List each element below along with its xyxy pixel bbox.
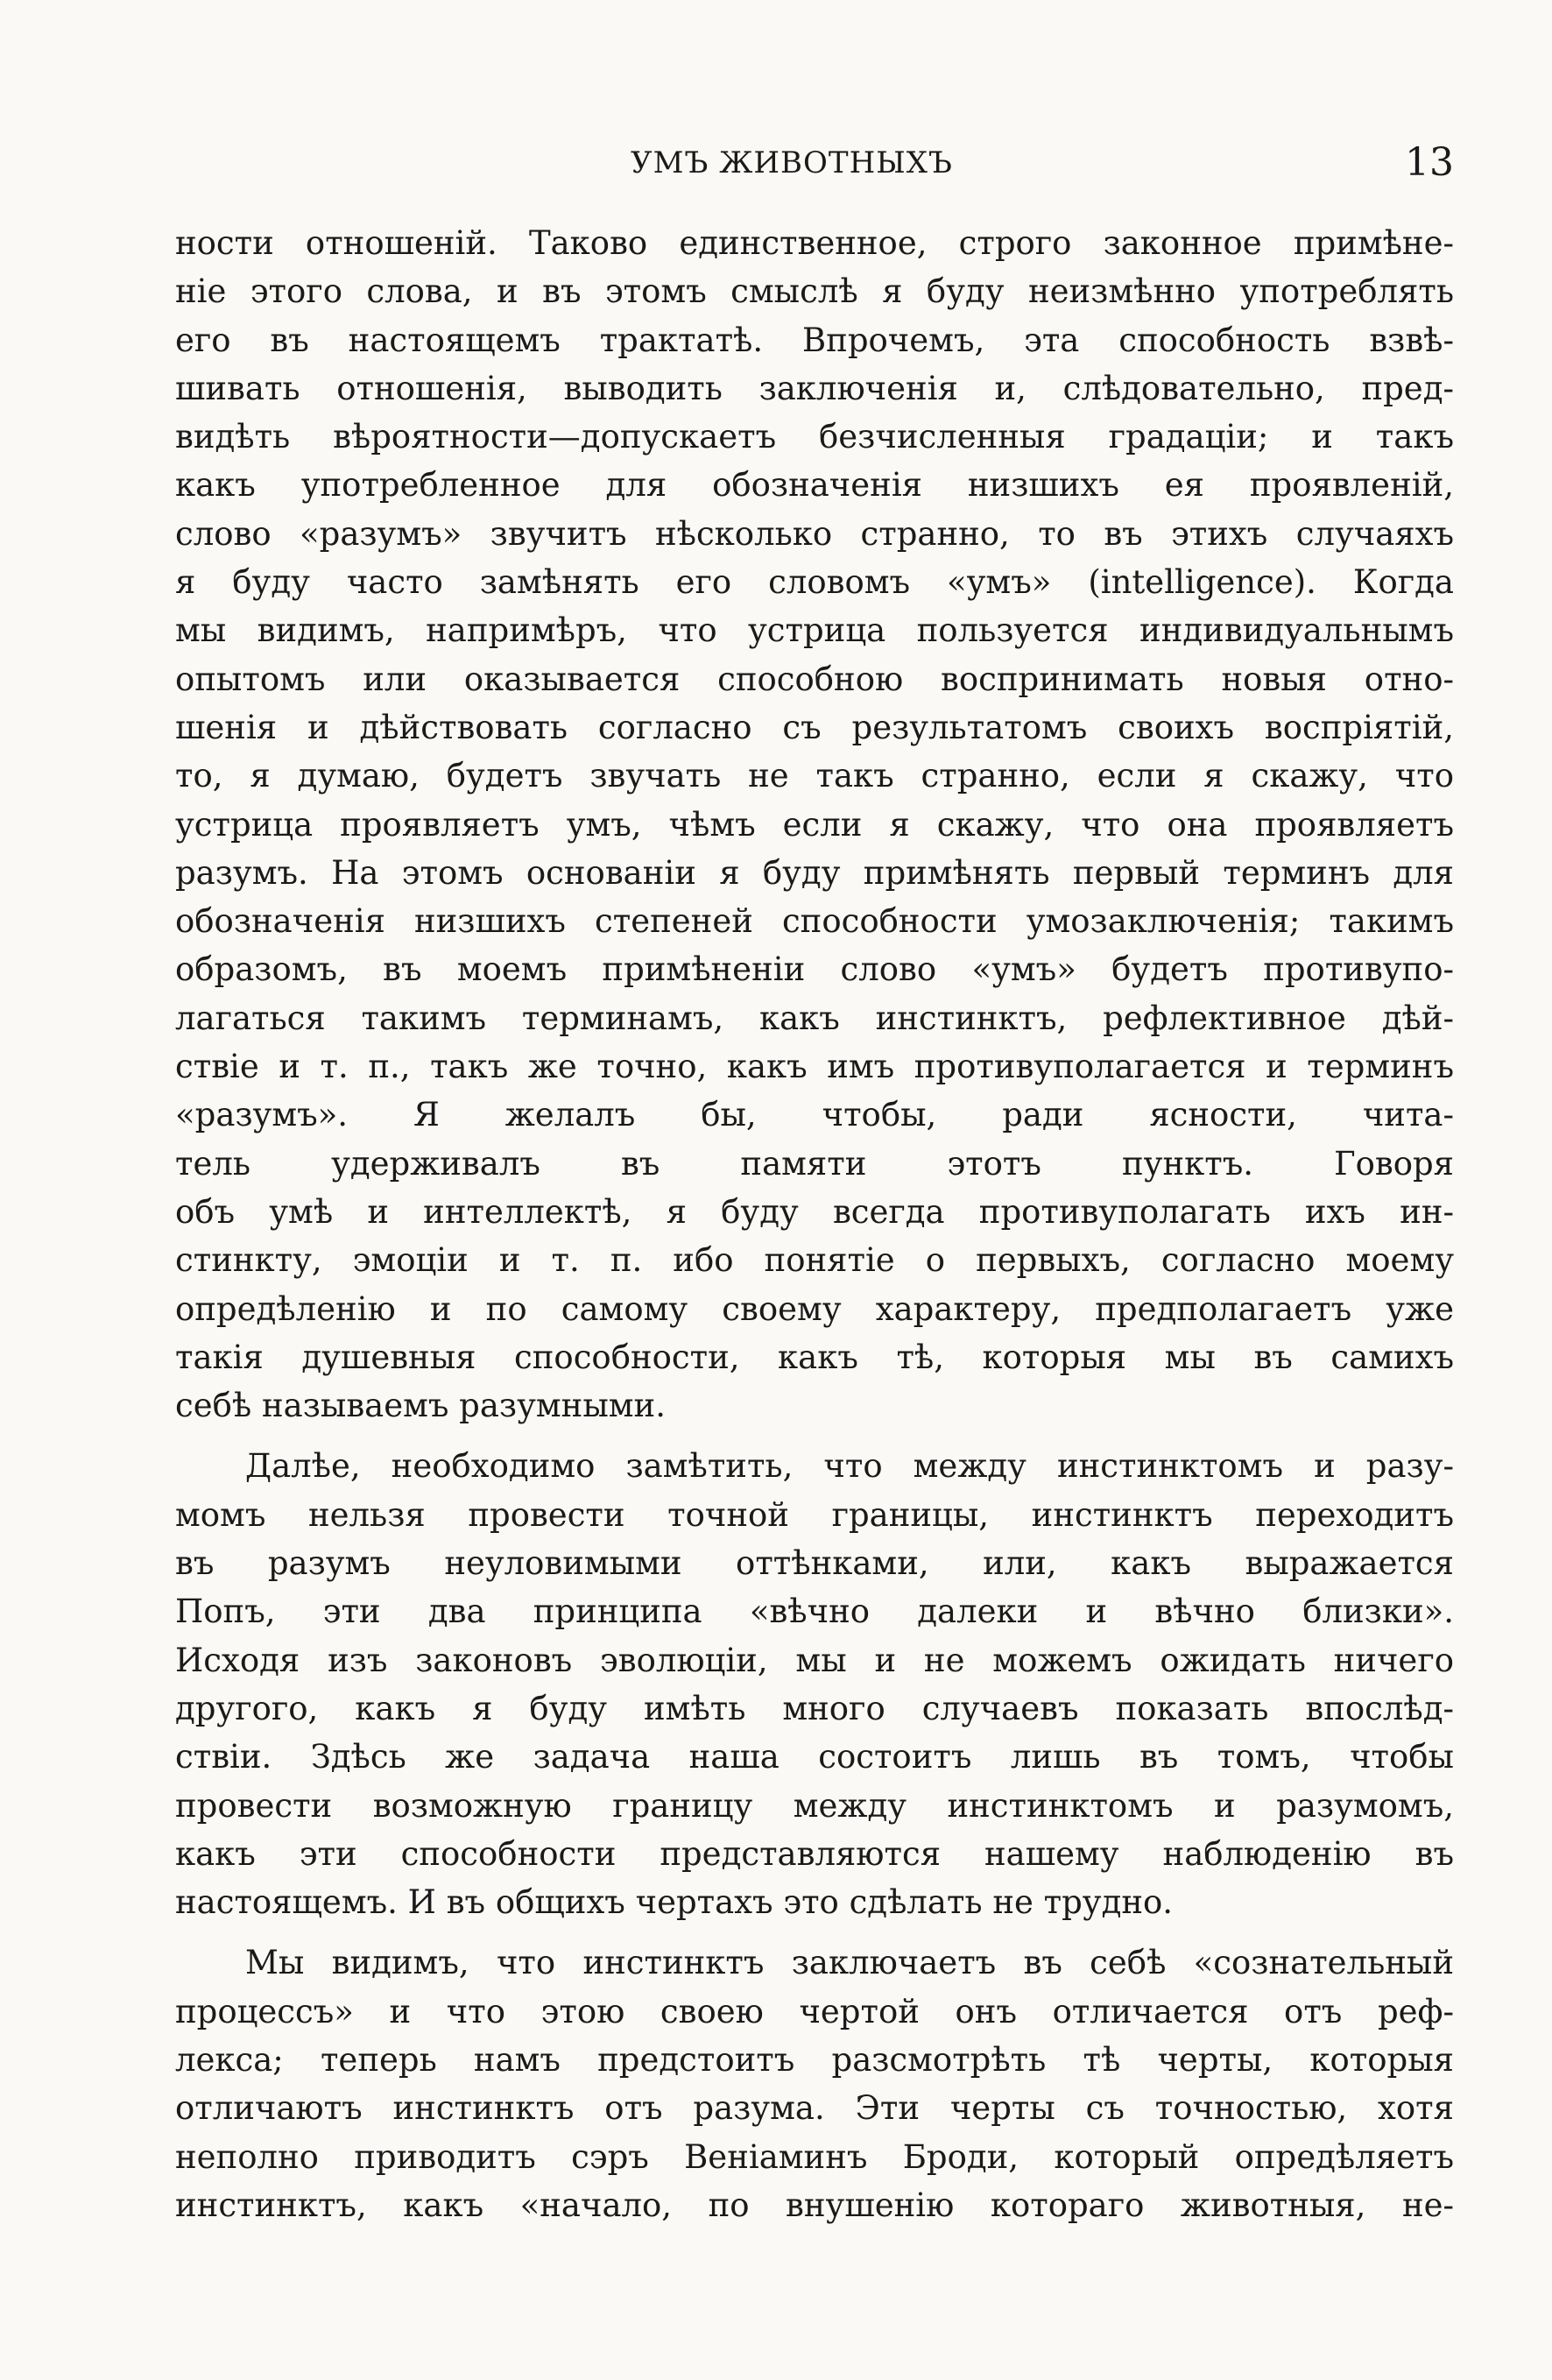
text-line: опытомъ или оказывается способною воспринимать новыя отно- xyxy=(175,660,1454,698)
text-line: шенiя и дѣйствовать согласно съ результатомъ своихъ воспрiятiй, xyxy=(175,708,1454,746)
text-line: момъ нельзя провести точной границы, инстинктъ переходитъ xyxy=(175,1495,1454,1534)
text-line: провести возможную границу между инстинктомъ и разумомъ, xyxy=(175,1786,1454,1825)
text-line: тель удерживалъ въ памяти этотъ пунктъ. Говоря xyxy=(175,1144,1454,1183)
paragraph-gap xyxy=(175,1926,1454,1939)
text-line: Исходя изъ законовъ эволюцiи, мы и не можемъ ожидать ничего xyxy=(175,1641,1454,1679)
text-line: его въ настоящемъ трактатѣ. Впрочемъ, эта способность взвѣ- xyxy=(175,321,1454,359)
paragraph-2 xyxy=(175,1442,1454,1926)
page-number: 13 xyxy=(1405,140,1454,185)
text-line: разумъ. На этомъ основанiи я буду примѣнять первый терминъ для xyxy=(175,853,1454,892)
paragraph-3 xyxy=(175,1939,1454,2229)
text-line: устрица проявляетъ умъ, чѣмъ если я скажу, что она проявляетъ xyxy=(175,805,1454,844)
text-line: настоящемъ. И въ общихъ чертахъ это сдѣлать не трудно. xyxy=(175,1883,1174,1922)
text-line: лекса; теперь намъ предстоитъ разсмотрѣть тѣ черты, которыя xyxy=(175,2040,1454,2079)
text-line: образомъ, въ моемъ примѣненiи слово «умъ» будетъ противупо- xyxy=(175,950,1454,989)
text-line: нiе этого слова, и въ этомъ смыслѣ я буду неизмѣнно употреблять xyxy=(175,272,1454,311)
text-line: мы видимъ, напримѣръ, что устрица пользуется индивидуальнымъ xyxy=(175,611,1454,650)
text-line: себѣ называемъ разумными. xyxy=(175,1387,666,1425)
text-line: то, я думаю, будетъ звучать не такъ странно, если я скажу, что xyxy=(175,757,1454,795)
text-line: шивать отношенiя, выводить заключенiя и, слѣдовательно, пред- xyxy=(175,369,1454,407)
text-line: отличаютъ инстинктъ отъ разума. Эти черты съ точностью, хотя xyxy=(175,2089,1454,2128)
text-line: я буду часто замѣнять его словомъ «умъ» (intelligence). Когда xyxy=(175,563,1454,602)
paragraph-gap xyxy=(175,1430,1454,1442)
text-line: видѣть вѣроятности—допускаетъ безчисленныя градацiи; и такъ xyxy=(175,418,1454,456)
text-line: Мы видимъ, что инстинктъ заключаетъ въ себѣ «сознательный xyxy=(245,1944,1454,1982)
text-line: обозначенiя низшихъ степеней способности умозаключенiя; такимъ xyxy=(175,902,1454,941)
text-line: какъ употребленное для обозначенiя низшихъ ея проявленiй, xyxy=(175,466,1454,505)
text-line: объ умѣ и интеллектѣ, я буду всегда противуполагать ихъ ин- xyxy=(175,1192,1454,1231)
text-line: опредѣленiю и по самому своему характеру, предполагаетъ уже xyxy=(175,1289,1454,1328)
running-head xyxy=(175,140,1454,193)
text-line: какъ эти способности представляются нашему наблюденiю въ xyxy=(175,1834,1454,1873)
text-line: слово «разумъ» звучитъ нѣсколько странно, то въ этихъ случаяхъ xyxy=(175,514,1454,553)
text-line: ности отношенiй. Таково единственное, строго законное примѣне- xyxy=(175,224,1454,262)
text-line: «разумъ». Я желалъ бы, чтобы, ради ясности, чита- xyxy=(175,1096,1454,1134)
text-line: процессъ» и что этою своею чертой онъ отличается отъ реф- xyxy=(175,1992,1454,2030)
text-line: ствiи. Здѣсь же задача наша состоитъ лишь въ томъ, чтобы xyxy=(175,1738,1454,1776)
text-line: въ разумъ неуловимыми оттѣнками, или, какъ выражается xyxy=(175,1544,1454,1583)
text-line: Попъ, эти два принципа «вѣчно далеки и вѣчно близки». xyxy=(175,1593,1454,1631)
text-line: ствiе и т. п., такъ же точно, какъ имъ противуполагается и терминъ xyxy=(175,1048,1454,1086)
text-line: неполно приводитъ сэръ Венiаминъ Броди, который опредѣляетъ xyxy=(175,2137,1454,2176)
body-text xyxy=(175,219,1454,2229)
text-line: другого, какъ я буду имѣть много случаевъ показать впослѣд- xyxy=(175,1689,1454,1727)
text-line: инстинктъ, какъ «начало, по внушенiю котораго животныя, не- xyxy=(175,2186,1454,2224)
text-line: лагаться такимъ терминамъ, какъ инстинктъ, рефлективное дѣй- xyxy=(175,999,1454,1037)
text-line: такiя душевныя способности, какъ тѣ, которыя мы въ самихъ xyxy=(175,1338,1454,1376)
text-line: Далѣе, необходимо замѣтить, что между инстинктомъ и разу- xyxy=(245,1447,1454,1486)
paragraph-1 xyxy=(175,219,1454,1430)
text-line: стинкту, эмоцiи и т. п. ибо понятiе о первыхъ, согласно моему xyxy=(175,1241,1454,1280)
running-title: УМЪ ЖИВОТНЫХЪ xyxy=(631,145,953,180)
